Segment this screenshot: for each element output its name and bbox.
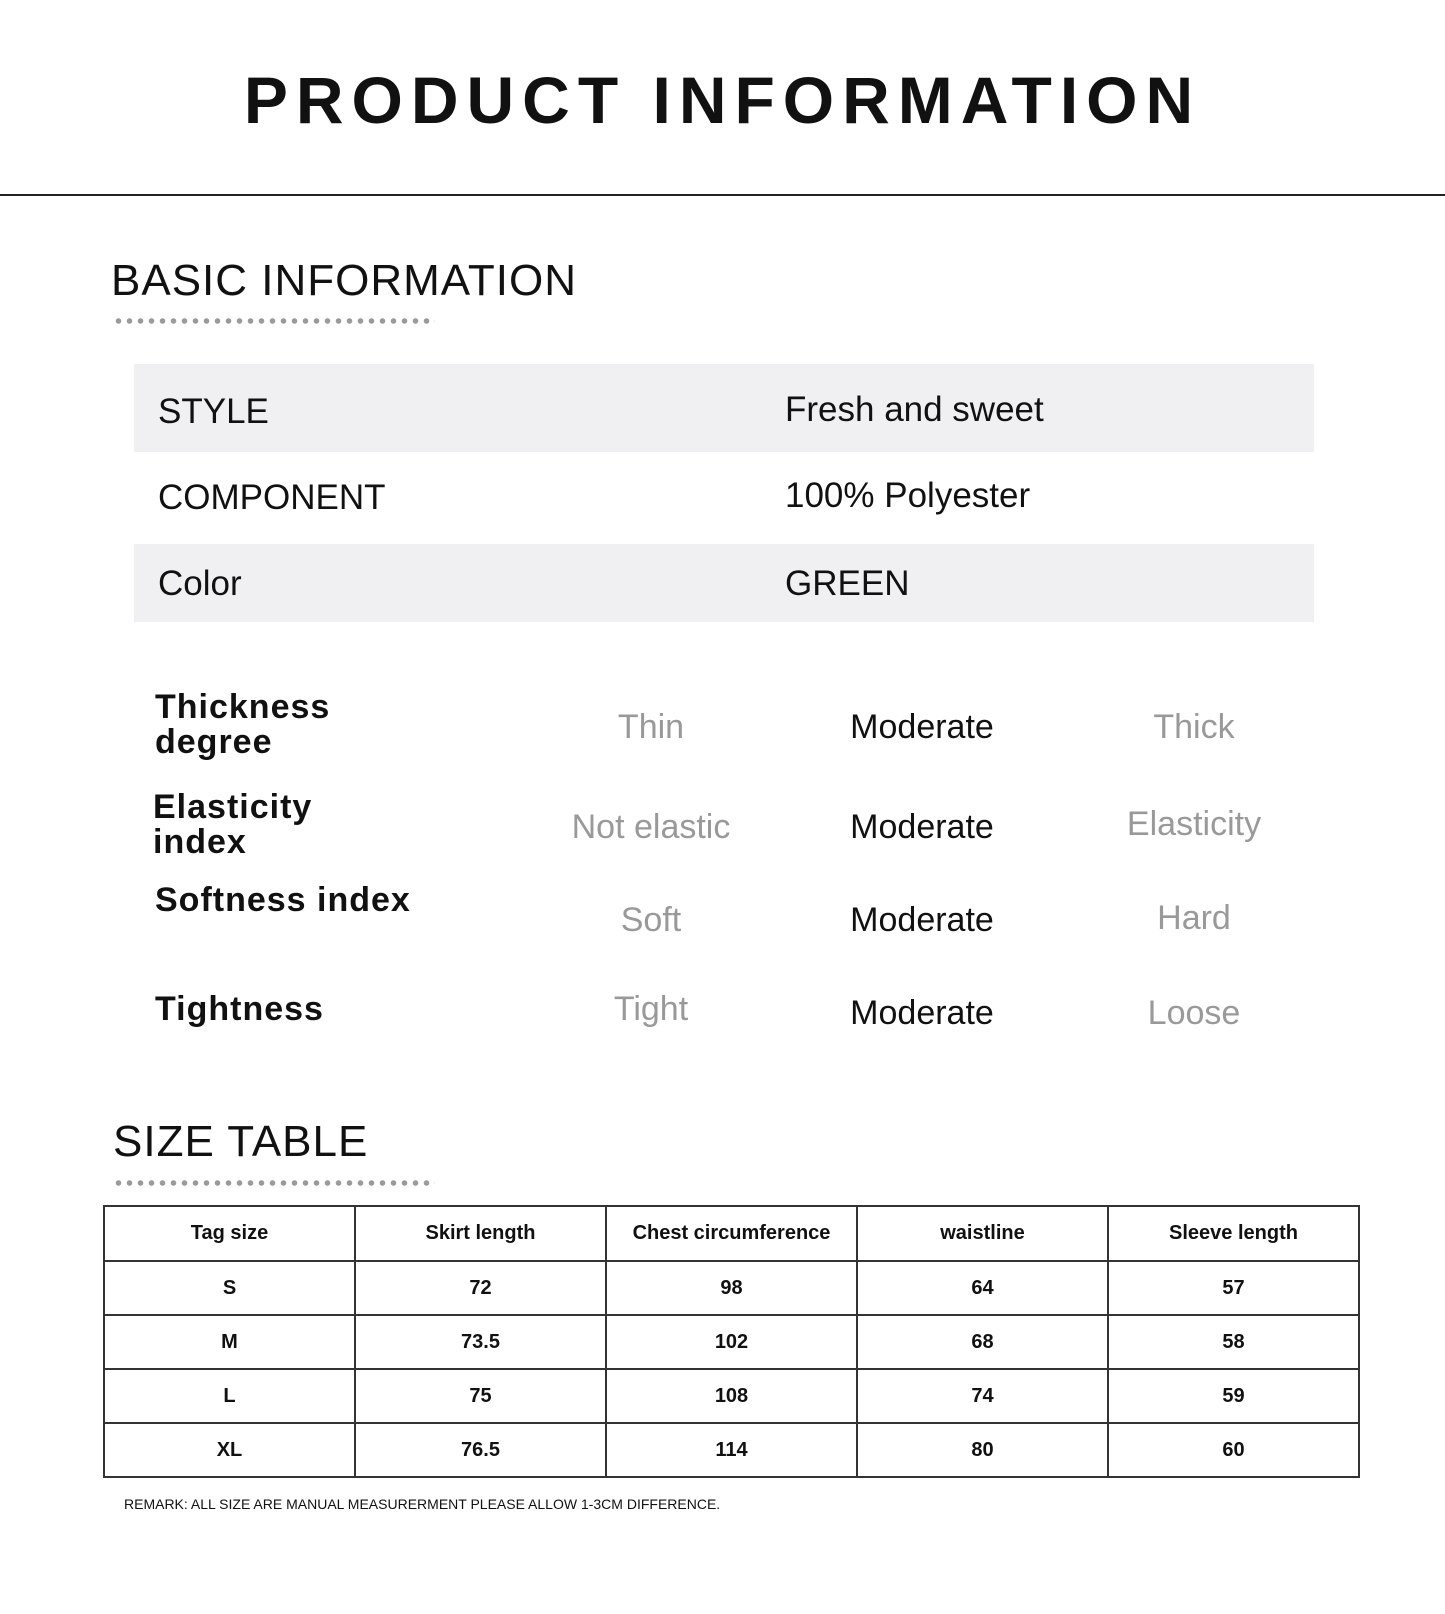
table-cell: 57 [1108,1261,1359,1315]
column-header: waistline [857,1206,1108,1261]
table-cell: 75 [355,1369,606,1423]
column-header: Tag size [104,1206,355,1261]
dotted-underline [113,318,435,324]
table-header-row [104,1206,1359,1261]
attribute-label: Softness index [155,881,411,919]
attribute-row-elasticity [0,790,1445,880]
table-cell: 108 [606,1369,857,1423]
info-row-style [134,364,1314,452]
table-cell: S [104,1261,355,1315]
table-cell: 74 [857,1369,1108,1423]
info-label: STYLE [158,392,269,431]
table-cell: M [104,1315,355,1369]
table-row [104,1315,1359,1369]
info-value: 100% Polyester [785,476,1031,515]
table-cell: L [104,1369,355,1423]
table-cell: 59 [1108,1369,1359,1423]
basic-info-heading: BASIC INFORMATION [111,256,577,305]
info-row-component [134,452,1314,544]
table-row [104,1369,1359,1423]
column-header: Skirt length [355,1206,606,1261]
table-cell: 76.5 [355,1423,606,1477]
dotted-underline [113,1180,435,1186]
table-row [104,1423,1359,1477]
attribute-option: Loose [1147,994,1241,1032]
attribute-option: Tight [613,990,689,1028]
column-header: Sleeve length [1108,1206,1359,1261]
attribute-row-tightness [0,990,1445,1080]
attribute-option: Soft [620,901,682,939]
info-value: GREEN [785,564,910,603]
table-cell: 64 [857,1261,1108,1315]
attribute-row-softness [0,883,1445,973]
attribute-label: Elasticity index [153,788,313,861]
attribute-option: Not elastic [571,808,731,846]
table-cell: 114 [606,1423,857,1477]
size-remark: REMARK: ALL SIZE ARE MANUAL MEASURERMENT PLEASE ALLOW 1-3CM DIFFERENCE. [124,1496,721,1512]
table-cell: 72 [355,1261,606,1315]
info-row-color [134,544,1314,622]
attribute-label: Thickness degree [155,688,331,761]
info-label: Color [158,564,242,603]
size-table-heading: SIZE TABLE [113,1117,369,1166]
attribute-option-selected: Moderate [850,808,994,846]
table-cell: 73.5 [355,1315,606,1369]
info-value: Fresh and sweet [785,390,1044,429]
table-cell: 80 [857,1423,1108,1477]
attribute-option-selected: Moderate [850,708,994,746]
table-cell: 60 [1108,1423,1359,1477]
attribute-option: Hard [1157,899,1231,937]
attribute-option-selected: Moderate [850,901,994,939]
attribute-option: Thick [1153,708,1235,746]
table-row [104,1261,1359,1315]
attribute-label: Tightness [155,990,324,1028]
attribute-option: Elasticity [1126,805,1262,843]
attribute-row-thickness [0,690,1445,780]
table-cell: 98 [606,1261,857,1315]
table-cell: 58 [1108,1315,1359,1369]
column-header: Chest circumference [606,1206,857,1261]
page-title: PRODUCT INFORMATION [243,63,1202,137]
attribute-option: Thin [617,708,685,746]
table-cell: 102 [606,1315,857,1369]
size-table [103,1205,1360,1478]
table-cell: 68 [857,1315,1108,1369]
header-divider [0,194,1445,196]
table-cell: XL [104,1423,355,1477]
basic-info-table [134,364,1314,622]
attribute-option-selected: Moderate [850,994,994,1032]
info-label: COMPONENT [158,478,386,517]
